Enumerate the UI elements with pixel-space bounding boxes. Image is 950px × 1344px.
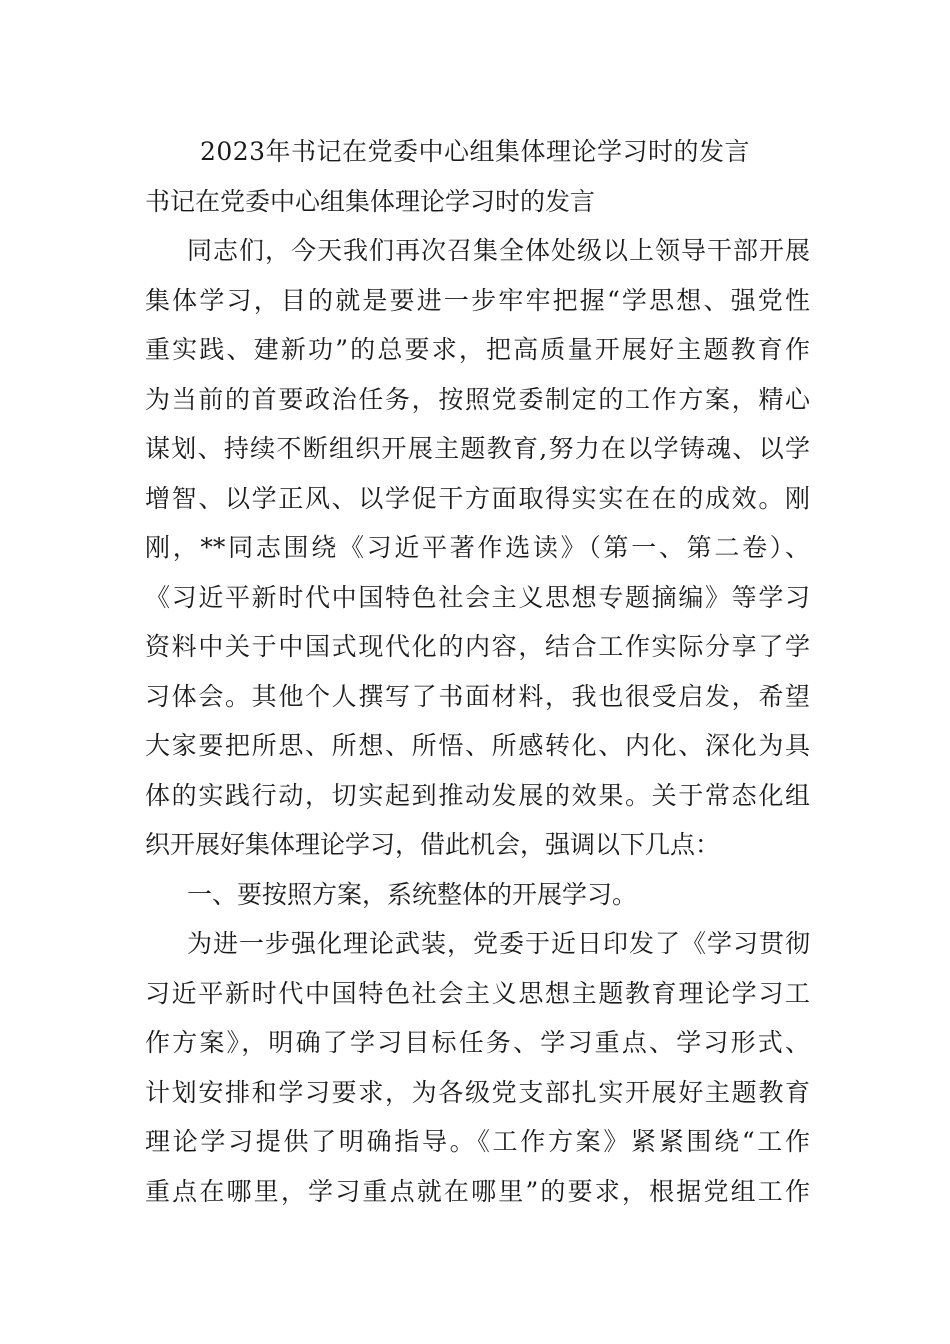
- paragraph-line: 理论学习提供了明确指导。《工作方案》紧紧围绕“工作: [145, 1127, 810, 1156]
- paragraph-line: 集体学习，目的就是要进一步牢牢把握“学思想、强党性: [145, 285, 810, 315]
- paragraph-line: 体的实践行动，切实起到推动发展的效果。关于常态化组: [145, 780, 810, 810]
- document-title: 2023年书记在党委中心组集体理论学习时的发言: [199, 137, 751, 166]
- paragraph-line: 为进一步强化理论武装，党委于近日印发了《学习贯彻: [187, 929, 810, 958]
- section-heading: 一、要按照方案，系统整体的开展学习。: [187, 879, 638, 909]
- paragraph-line: 资料中关于中国式现代化的内容，结合工作实际分享了学: [145, 632, 810, 661]
- paragraph-line: 谋划、持续不断组织开展主题教育,努力在以学铸魂、以学: [145, 434, 810, 463]
- paragraph-line: 《习近平新时代中国特色社会主义思想专题摘编》等学习: [145, 582, 810, 612]
- paragraph-line: 大家要把所思、所想、所悟、所感转化、内化、深化为具: [145, 731, 810, 760]
- paragraph-line: 计划安排和学习要求，为各级党支部扎实开展好主题教育: [145, 1077, 810, 1107]
- paragraph-line: 作方案》，明确了学习目标任务、学习重点、学习形式、: [145, 1028, 810, 1057]
- paragraph-line: 习近平新时代中国特色社会主义思想主题教育理论学习工: [145, 978, 810, 1008]
- document-body: [145, 226, 810, 1216]
- paragraph-line: 习体会。其他个人撰写了书面材料，我也很受启发，希望: [145, 681, 810, 711]
- paragraph-line: 为当前的首要政治任务，按照党委制定的工作方案，精心: [145, 384, 810, 414]
- paragraph-line: 重实践、建新功”的总要求，把高质量开展好主题教育作: [145, 335, 810, 364]
- paragraph-line: 增智、以学正风、以学促干方面取得实实在在的成效。刚: [145, 483, 810, 513]
- paragraph-line: 同志们，今天我们再次召集全体处级以上领导干部开展: [187, 236, 810, 265]
- paragraph-line: 织开展好集体理论学习，借此机会，强调以下几点：: [145, 830, 721, 859]
- paragraph-line: 刚，**同志围绕《习近平著作选读》（第一、第二卷）、: [145, 533, 810, 562]
- paragraph-line: 重点在哪里，学习重点就在哪里”的要求，根据党组工作: [145, 1176, 810, 1206]
- document-subtitle: 书记在党委中心组集体理论学习时的发言: [145, 187, 596, 216]
